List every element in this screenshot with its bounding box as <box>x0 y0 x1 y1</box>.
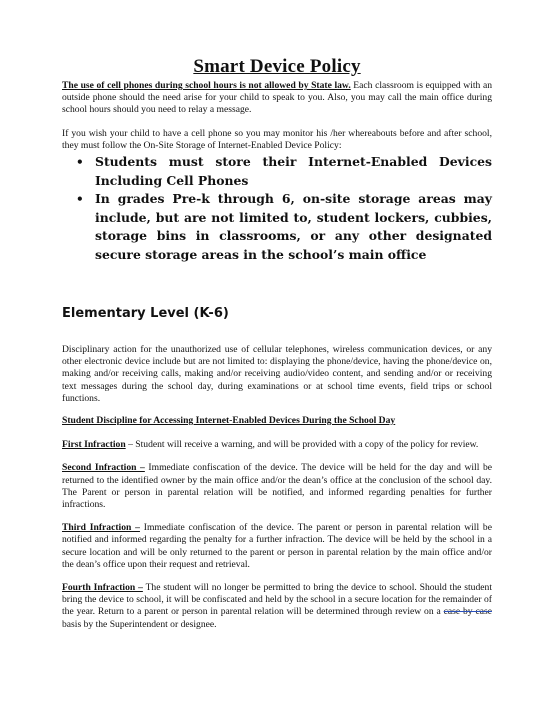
intro-rest: Each classroom is equipped with an outside phone should the need arise for your child to speak to you. Also, you may call the main office during school hours should you need to relay a message. <box>62 80 492 116</box>
storage-bullet-list <box>62 153 492 264</box>
infraction-label: Second Infraction – <box>62 462 145 474</box>
bullet-item <box>62 190 492 264</box>
infraction-text-end: basis by the Superintendent or designee. <box>62 618 217 630</box>
first-infraction <box>62 439 492 451</box>
section-heading: Elementary Level (K-6) <box>62 306 229 322</box>
intro-lead: The use of cell phones during school hours is not allowed by State law. <box>62 80 351 91</box>
infraction-label: Third Infraction – <box>62 522 140 534</box>
third-infraction <box>62 522 492 571</box>
bullet-item <box>62 153 492 190</box>
infraction-text: The student will no longer be permitted to bring the device to school. Should the student bring the device to school, it will be confiscated and held by the school in a secure location for the remainder of the year. Return to a parent or person in parental relation will be determined through review on a <box>62 582 492 618</box>
intro-paragraph <box>62 80 492 117</box>
infraction-text: Immediate confiscation of the device. The device will be held for the day and will be returned to the identified owner by the main office and/or the dean’s office at the conclusion of the school day. The Parent or person in parental relation will be notified, and informed regarding penalties for further infractions. <box>62 462 492 511</box>
document-page <box>62 56 492 642</box>
bullet-text: Students must store their Internet-Enabled Devices Including Cell Phones <box>95 154 492 188</box>
struck-phrase: case by case <box>443 606 492 618</box>
disciplinary-paragraph: Disciplinary action for the unauthorized use of cellular telephones, wireless communication devices, or any other electronic device include but are not limited to: displaying the phone/device, having the phone/device on, making and/or receiving calls, making and/or receiving audio/video content, and sending and/or or receiving text messages during the school day, during examinations or at school time events, field trips or school functions. <box>62 344 492 404</box>
infraction-label: First Infraction <box>62 439 126 451</box>
storage-policy-paragraph: If you wish your child to have a cell phone so you may monitor his /her whereabouts before and after school, they must follow the On-Site Storage of Internet-Enabled Device Policy: <box>62 127 492 151</box>
infraction-text: Immediate confiscation of the device. The parent or person in parental relation will be notified and informed regarding the penalty for a further infraction. The device will be held by the school in a secure location and will be only returned to the parent or person in parental relation by the main office and/or the dean’s office upon their request and retrieval. <box>62 522 492 570</box>
infraction-text: – Student will receive a warning, and will be provided with a copy of the policy for review. <box>125 439 479 451</box>
fourth-infraction <box>62 582 492 631</box>
discipline-subheading: Student Discipline for Accessing Internet-Enabled Devices During the School Day <box>62 415 396 427</box>
bullet-text: In grades Pre-k through 6, on-site storage areas may include, but are not limited to, student lockers, cubbies, storage bins in classrooms, or any other designated secure storage areas in the school’s main office <box>95 191 492 262</box>
infraction-label: Fourth Infraction – <box>62 582 143 594</box>
bullet-dot-icon: • <box>76 192 84 207</box>
document-title: Smart Device Policy <box>193 56 361 77</box>
bullet-dot-icon: • <box>76 155 84 170</box>
second-infraction <box>62 462 492 511</box>
